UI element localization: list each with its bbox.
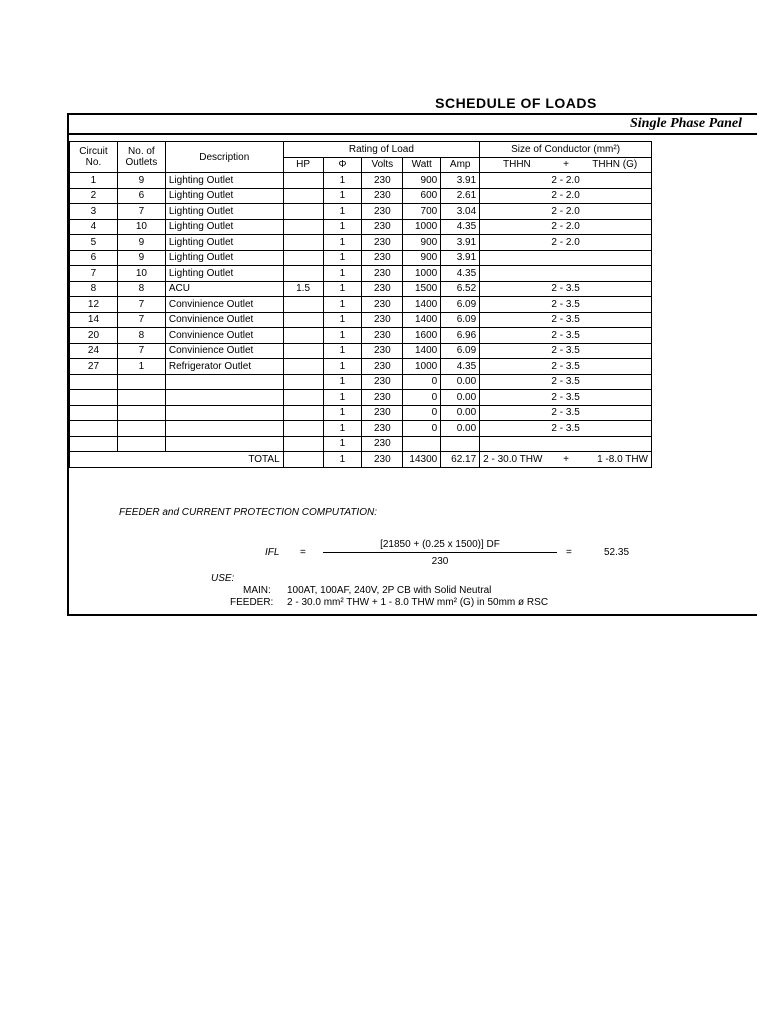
outlets-cell: 6 (117, 188, 165, 204)
outlets-cell (117, 405, 165, 421)
amp-cell: 6.09 (441, 297, 480, 313)
table-row (70, 281, 652, 297)
header-no-of-outlets: No. of Outlets (117, 142, 165, 173)
hp-cell (283, 359, 323, 375)
circuit-cell: 27 (70, 359, 118, 375)
header-description: Description (165, 142, 283, 173)
outlets-cell (117, 421, 165, 437)
circuit-cell: 24 (70, 343, 118, 359)
outlets-cell: 9 (117, 250, 165, 266)
header-thhn-g: THHN (G) (579, 157, 652, 173)
watt-cell: 900 (403, 173, 441, 189)
volts-cell: 230 (362, 297, 403, 313)
phase-cell: 1 (323, 188, 362, 204)
amp-cell: 3.91 (441, 173, 480, 189)
amp-cell: 4.35 (441, 219, 480, 235)
header-amp: Amp (441, 157, 480, 173)
amp-cell: 6.96 (441, 328, 480, 344)
volts-cell: 230 (362, 219, 403, 235)
volts-cell: 230 (362, 312, 403, 328)
phase-cell: 1 (323, 436, 362, 452)
conductor-cell: 2 - 2.0 (480, 188, 652, 204)
circuit-cell: 3 (70, 204, 118, 220)
volts-cell: 230 (362, 374, 403, 390)
amp-cell: 6.09 (441, 312, 480, 328)
conductor-cell: 2 - 3.5 (480, 328, 652, 344)
outlets-cell: 7 (117, 343, 165, 359)
conductor-cell: 2 - 2.0 (480, 219, 652, 235)
load-schedule-table (69, 141, 652, 468)
outlets-cell: 9 (117, 235, 165, 251)
table-row (70, 421, 652, 437)
conductor-cell: 2 - 3.5 (480, 297, 652, 313)
watt-cell: 1400 (403, 297, 441, 313)
outlets-cell: 7 (117, 312, 165, 328)
phase-cell: 1 (323, 219, 362, 235)
outlets-cell: 9 (117, 173, 165, 189)
volts-cell: 230 (362, 328, 403, 344)
table-row (70, 235, 652, 251)
outlets-cell: 8 (117, 328, 165, 344)
watt-cell (403, 436, 441, 452)
conductor-cell: 2 - 2.0 (480, 235, 652, 251)
volts-cell: 230 (362, 188, 403, 204)
header-hp: HP (283, 157, 323, 173)
total-plus: + (554, 452, 579, 468)
table-row (70, 405, 652, 421)
circuit-cell: 14 (70, 312, 118, 328)
volts-cell: 230 (362, 359, 403, 375)
header-plus: + (554, 157, 579, 173)
hp-cell (283, 235, 323, 251)
header-thhn: THHN (480, 157, 554, 173)
total-watt: 14300 (403, 452, 441, 468)
hp-cell (283, 266, 323, 282)
description-cell: Lighting Outlet (165, 235, 283, 251)
conductor-cell: 2 - 3.5 (480, 405, 652, 421)
table-row (70, 204, 652, 220)
table-row (70, 390, 652, 406)
hp-cell (283, 312, 323, 328)
volts-cell: 230 (362, 250, 403, 266)
circuit-cell: 8 (70, 281, 118, 297)
hp-cell (283, 173, 323, 189)
description-cell: Convinience Outlet (165, 343, 283, 359)
total-hp (283, 452, 323, 468)
ifl-result: 52.35 (604, 547, 630, 558)
outlets-cell (117, 374, 165, 390)
watt-cell: 1600 (403, 328, 441, 344)
header-watt: Watt (403, 157, 441, 173)
table-row (70, 328, 652, 344)
table-footer (70, 452, 652, 468)
total-amp: 62.17 (441, 452, 480, 468)
description-cell: Convinience Outlet (165, 328, 283, 344)
table-row (70, 312, 652, 328)
watt-cell: 0 (403, 421, 441, 437)
outlets-cell: 7 (117, 297, 165, 313)
table-row (70, 343, 652, 359)
phase-cell: 1 (323, 405, 362, 421)
watt-cell: 0 (403, 390, 441, 406)
volts-cell: 230 (362, 173, 403, 189)
circuit-cell: 7 (70, 266, 118, 282)
total-thhn-g: 1 -8.0 THW (579, 452, 652, 468)
table-body (70, 173, 652, 452)
amp-cell: 0.00 (441, 405, 480, 421)
volts-cell: 230 (362, 204, 403, 220)
amp-cell: 0.00 (441, 374, 480, 390)
outlets-cell: 8 (117, 281, 165, 297)
header-circuit-no: Circuit No. (70, 142, 118, 173)
formula-denominator: 230 (431, 556, 449, 567)
result-equals-sign: = (566, 547, 572, 558)
description-cell: Convinience Outlet (165, 312, 283, 328)
watt-cell: 1400 (403, 312, 441, 328)
amp-cell: 6.52 (441, 281, 480, 297)
circuit-cell (70, 421, 118, 437)
conductor-cell: 2 - 3.5 (480, 312, 652, 328)
amp-cell (441, 436, 480, 452)
hp-cell (283, 421, 323, 437)
volts-cell: 230 (362, 436, 403, 452)
hp-cell (283, 390, 323, 406)
amp-cell: 4.35 (441, 359, 480, 375)
phase-cell: 1 (323, 421, 362, 437)
description-cell: Lighting Outlet (165, 266, 283, 282)
phase-cell: 1 (323, 297, 362, 313)
main-label: MAIN: (243, 585, 271, 596)
outlets-cell: 10 (117, 219, 165, 235)
description-cell (165, 421, 283, 437)
phase-cell: 1 (323, 343, 362, 359)
watt-cell: 1000 (403, 359, 441, 375)
amp-cell: 6.09 (441, 343, 480, 359)
main-breaker-spec: 100AT, 100AF, 240V, 2P CB with Solid Neutral (287, 585, 492, 596)
amp-cell: 3.04 (441, 204, 480, 220)
volts-cell: 230 (362, 266, 403, 282)
circuit-cell: 6 (70, 250, 118, 266)
conductor-cell: 2 - 3.5 (480, 281, 652, 297)
hp-cell (283, 297, 323, 313)
equals-sign: = (300, 547, 306, 558)
watt-cell: 1500 (403, 281, 441, 297)
volts-cell: 230 (362, 235, 403, 251)
description-cell: Lighting Outlet (165, 204, 283, 220)
description-cell: Refrigerator Outlet (165, 359, 283, 375)
total-label: TOTAL (70, 452, 284, 468)
conductor-cell: 2 - 3.5 (480, 343, 652, 359)
hp-cell (283, 219, 323, 235)
conductor-cell: 2 - 3.5 (480, 390, 652, 406)
phase-cell: 1 (323, 173, 362, 189)
feeder-label: FEEDER: (230, 597, 274, 608)
table-row (70, 219, 652, 235)
watt-cell: 900 (403, 250, 441, 266)
watt-cell: 0 (403, 405, 441, 421)
hp-cell (283, 250, 323, 266)
watt-cell: 1000 (403, 219, 441, 235)
phase-cell: 1 (323, 266, 362, 282)
amp-cell: 0.00 (441, 390, 480, 406)
outlets-cell: 1 (117, 359, 165, 375)
description-cell: Lighting Outlet (165, 219, 283, 235)
conductor-cell: 2 - 3.5 (480, 374, 652, 390)
watt-cell: 1000 (403, 266, 441, 282)
amp-cell: 3.91 (441, 250, 480, 266)
conductor-cell: 2 - 2.0 (480, 173, 652, 189)
watt-cell: 1400 (403, 343, 441, 359)
outlets-cell (117, 436, 165, 452)
table-row (70, 173, 652, 189)
circuit-cell: 20 (70, 328, 118, 344)
panel-subtitle: Single Phase Panel (630, 116, 743, 131)
total-thhn: 2 - 30.0 THW (480, 452, 554, 468)
table-row (70, 188, 652, 204)
phase-cell: 1 (323, 204, 362, 220)
hp-cell (283, 204, 323, 220)
table-header (70, 142, 652, 173)
hp-cell (283, 405, 323, 421)
volts-cell: 230 (362, 421, 403, 437)
total-row (70, 452, 652, 468)
phase-cell: 1 (323, 250, 362, 266)
circuit-cell (70, 390, 118, 406)
description-cell (165, 390, 283, 406)
amp-cell: 0.00 (441, 421, 480, 437)
page-title: SCHEDULE OF LOADS (435, 95, 597, 111)
phase-cell: 1 (323, 328, 362, 344)
hp-cell (283, 374, 323, 390)
conductor-cell (480, 436, 652, 452)
conductor-cell: 2 - 3.5 (480, 359, 652, 375)
total-phase: 1 (323, 452, 362, 468)
volts-cell: 230 (362, 390, 403, 406)
phase-cell: 1 (323, 359, 362, 375)
circuit-cell: 4 (70, 219, 118, 235)
feeder-heading: FEEDER and CURRENT PROTECTION COMPUTATION: (119, 507, 377, 518)
conductor-cell (480, 266, 652, 282)
amp-cell: 2.61 (441, 188, 480, 204)
description-cell: Lighting Outlet (165, 173, 283, 189)
description-cell (165, 405, 283, 421)
use-label: USE: (211, 573, 235, 584)
description-cell (165, 436, 283, 452)
watt-cell: 0 (403, 374, 441, 390)
header-phase: Φ (323, 157, 362, 173)
conductor-cell (480, 250, 652, 266)
conductor-cell: 2 - 3.5 (480, 421, 652, 437)
watt-cell: 600 (403, 188, 441, 204)
table-row (70, 266, 652, 282)
table-row (70, 359, 652, 375)
watt-cell: 900 (403, 235, 441, 251)
hp-cell (283, 436, 323, 452)
volts-cell: 230 (362, 343, 403, 359)
phase-cell: 1 (323, 312, 362, 328)
phase-cell: 1 (323, 235, 362, 251)
feeder-spec: 2 - 30.0 mm² THW + 1 - 8.0 THW mm² (G) in 50mm ø RSC (287, 597, 549, 608)
outlets-cell: 7 (117, 204, 165, 220)
table-row (70, 436, 652, 452)
outlets-cell: 10 (117, 266, 165, 282)
ifl-label: IFL (265, 547, 280, 558)
circuit-cell (70, 405, 118, 421)
circuit-cell: 1 (70, 173, 118, 189)
phase-cell: 1 (323, 281, 362, 297)
watt-cell: 700 (403, 204, 441, 220)
amp-cell: 3.91 (441, 235, 480, 251)
amp-cell: 4.35 (441, 266, 480, 282)
volts-cell: 230 (362, 405, 403, 421)
description-cell (165, 374, 283, 390)
fraction-line (323, 552, 557, 553)
circuit-cell: 12 (70, 297, 118, 313)
hp-cell (283, 188, 323, 204)
table-row (70, 250, 652, 266)
description-cell: ACU (165, 281, 283, 297)
total-volts: 230 (362, 452, 403, 468)
header-rating-of-load: Rating of Load (283, 142, 480, 158)
circuit-cell: 2 (70, 188, 118, 204)
volts-cell: 230 (362, 281, 403, 297)
circuit-cell (70, 374, 118, 390)
schedule-content (69, 115, 652, 614)
description-cell: Lighting Outlet (165, 188, 283, 204)
schedule-frame (67, 113, 757, 616)
outlets-cell (117, 390, 165, 406)
circuit-cell: 5 (70, 235, 118, 251)
table-row (70, 297, 652, 313)
header-size-of-conductor: Size of Conductor (mm²) (480, 142, 652, 158)
hp-cell (283, 328, 323, 344)
phase-cell: 1 (323, 374, 362, 390)
formula-numerator: [21850 + (0.25 x 1500)] DF (380, 539, 500, 550)
header-volts: Volts (362, 157, 403, 173)
circuit-cell (70, 436, 118, 452)
description-cell: Convinience Outlet (165, 297, 283, 313)
phase-cell: 1 (323, 390, 362, 406)
hp-cell (283, 343, 323, 359)
table-row (70, 374, 652, 390)
hp-cell: 1.5 (283, 281, 323, 297)
conductor-cell: 2 - 2.0 (480, 204, 652, 220)
description-cell: Lighting Outlet (165, 250, 283, 266)
